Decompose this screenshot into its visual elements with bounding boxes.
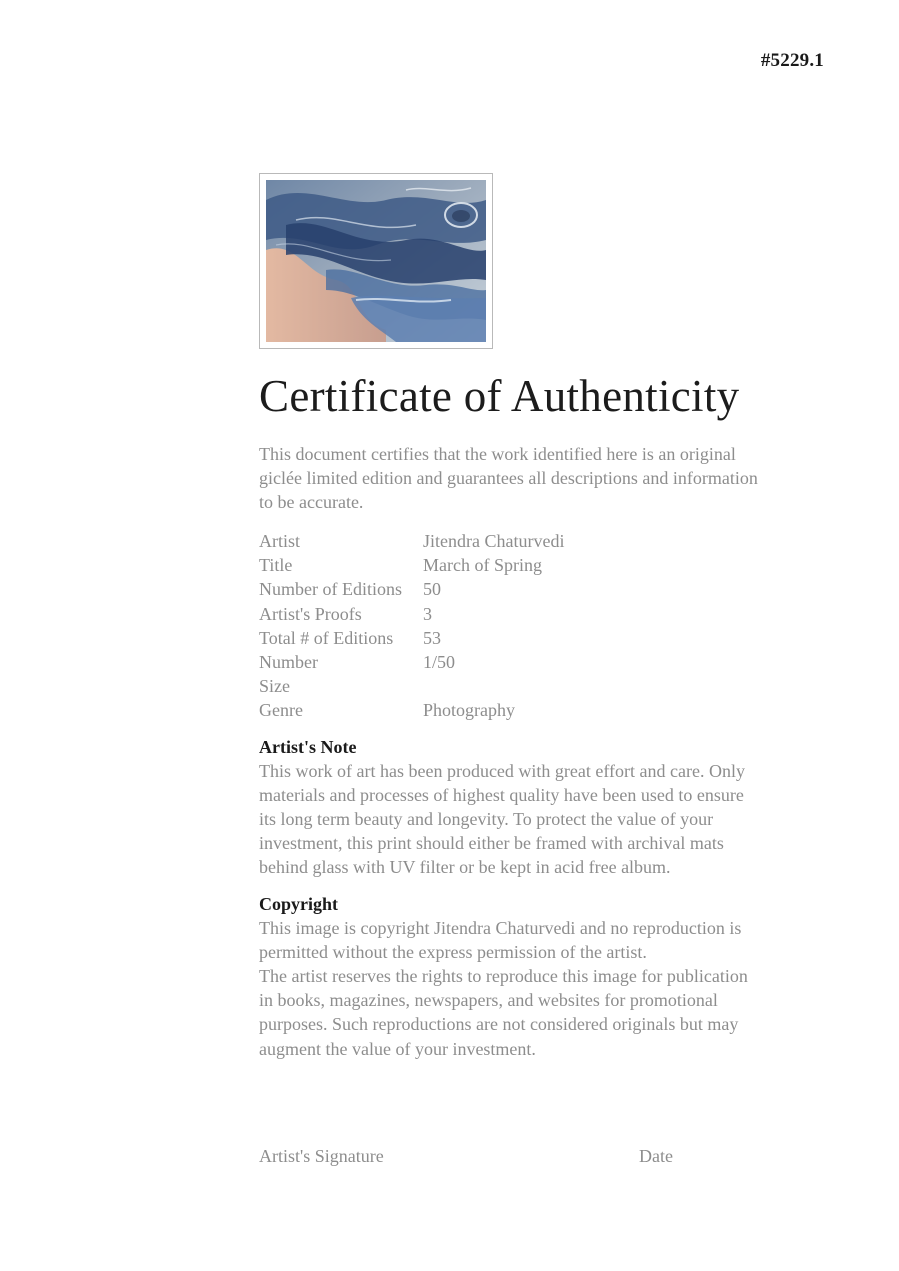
page-title: Certificate of Authenticity	[259, 371, 740, 421]
detail-row-genre	[259, 698, 759, 722]
detail-label: Artist	[259, 531, 301, 551]
artwork-details	[259, 529, 759, 723]
artists-note-body: This work of art has been produced with great effort and care. Only materials and processes of highest quality have been used to ensure its long term beauty and longevity. To protect the value of your investment, this print should either be framed with archival mats behind glass with UV filter or be kept in acid free album.	[259, 760, 745, 878]
artwork-thumbnail	[259, 173, 493, 349]
detail-label: Title	[259, 555, 293, 576]
detail-row-artists-proofs	[259, 602, 759, 626]
detail-label: Artist's Proofs	[259, 603, 362, 624]
detail-label: Total # of Editions	[259, 627, 394, 648]
copyright-heading: Copyright	[259, 893, 339, 914]
detail-value: March of Spring	[423, 555, 542, 576]
detail-value: Jitendra Chaturvedi	[423, 531, 565, 551]
detail-value: 50	[423, 579, 441, 600]
detail-row-title	[259, 553, 759, 577]
detail-label: Number of Editions	[259, 579, 402, 600]
date-label: Date	[639, 1146, 673, 1166]
detail-label: Number	[259, 651, 318, 672]
detail-label: Size	[259, 676, 290, 697]
detail-row-number-of-editions	[259, 577, 759, 601]
detail-value: 1/50	[423, 651, 456, 672]
signature-label: Artist's Signature	[259, 1146, 384, 1166]
detail-row-number	[259, 650, 759, 674]
intro-text: This document certifies that the work identified here is an original giclée limited edition and guarantees all descriptions and information to be accurate.	[259, 444, 758, 512]
certificate-content	[259, 360, 759, 1061]
artists-note-heading: Artist's Note	[259, 736, 357, 757]
detail-value: 3	[423, 603, 432, 624]
detail-row-artist	[259, 529, 759, 553]
detail-value	[423, 674, 759, 698]
copyright-body: This image is copyright Jitendra Chaturvedi and no reproduction is permitted without the express permission of the artist.	[259, 917, 742, 962]
detail-value: Photography	[423, 700, 515, 721]
detail-row-total-editions	[259, 626, 759, 650]
copyright-rights-body: The artist reserves the rights to reproduce this image for publication in books, magazines, newspapers, and websites for promotional purposes. Such reproductions are not considered originals but may augment the value of your investment.	[259, 965, 748, 1059]
certificate-number: #5229.1	[760, 50, 824, 71]
detail-value: 53	[423, 627, 441, 648]
detail-row-size	[259, 674, 759, 698]
detail-label: Genre	[259, 700, 303, 721]
artwork-image	[266, 180, 486, 342]
